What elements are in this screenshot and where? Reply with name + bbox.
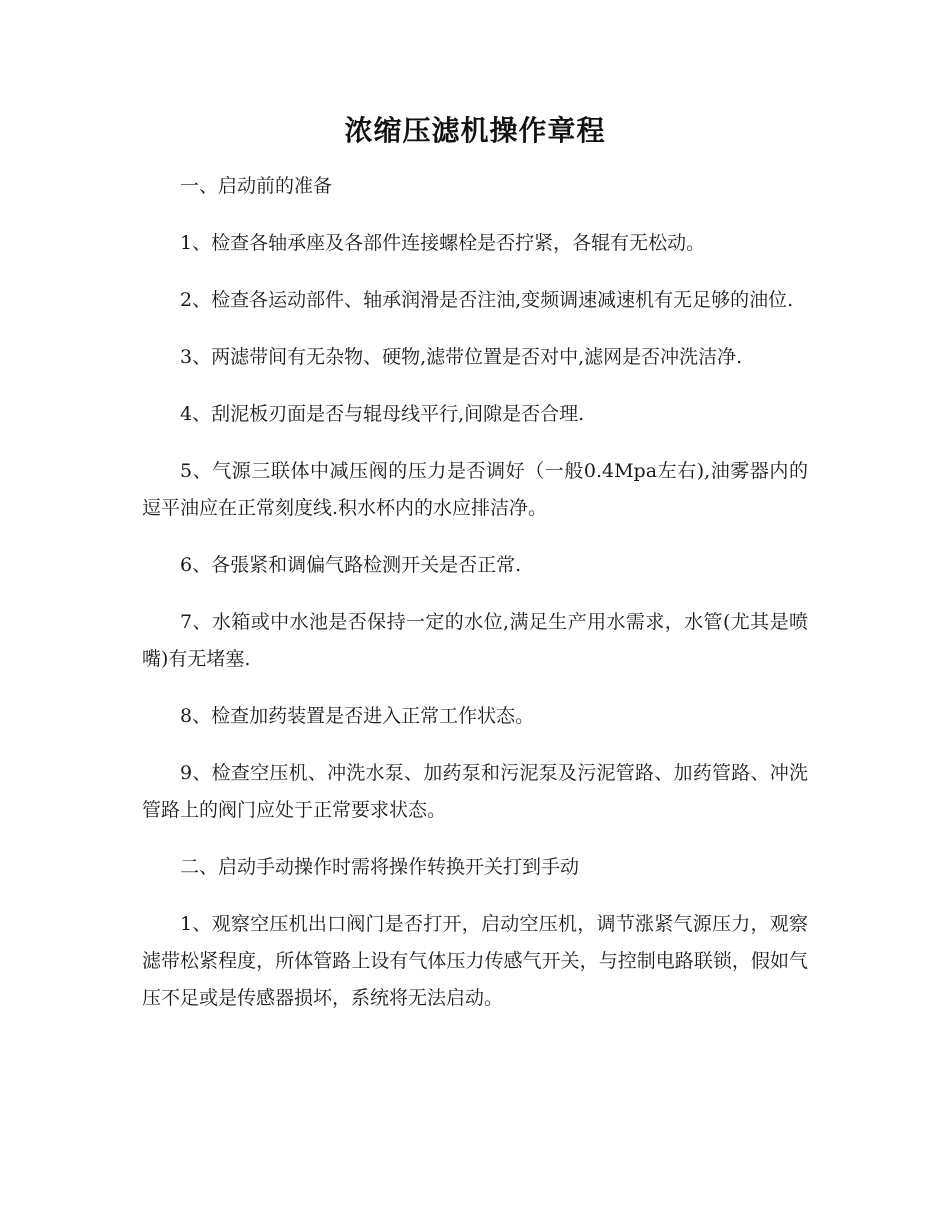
list-item: 6、各張紧和调偏气路检测开关是否正常.	[180, 554, 522, 576]
list-item: 3、两滤带间有无杂物、硬物,滤带位置是否对中,滤网是否冲洗洁净.	[180, 346, 743, 368]
page-title: 浓缩压滤机操作章程	[344, 114, 606, 147]
list-item: 7、水箱或中水池是否保持一定的水位,满足生产用水需求，水管(尤其是喷嘴)有无堵塞.	[142, 611, 808, 670]
section-heading-manual-operation: 二、启动手动操作时需将操作转换开关打到手动	[180, 856, 580, 878]
list-item: 8、检查加药装置是否进入正常工作状态。	[180, 705, 535, 727]
list-item: 5、气源三联体中减压阀的压力是否调好（一般0.4Mpa左右),油雾器内的逗平油应在正常刻度线.积水杯内的水应排洁净。	[142, 460, 808, 519]
list-item: 4、刮泥板刃面是否与辊母线平行,间隙是否合理.	[180, 403, 585, 425]
list-item: 1、检查各轴承座及各部件连接螺栓是否拧紧，各辊有无松动。	[180, 232, 706, 254]
list-item: 9、检查空压机、冲洗水泵、加药泵和污泥泵及污泥管路、加药管路、冲洗管路上的阀门应处于正常要求状态。	[142, 762, 808, 821]
list-item: 2、检查各运动部件、轴承润滑是否注油,变频调速减速机有无足够的油位.	[180, 289, 794, 311]
document-body	[142, 108, 808, 1037]
list-item: 1、观察空压机出口阀门是否打开，启动空压机，调节涨紧气源压力，观察滤带松紧程度，所体管路上设有气体压力传感气开关，与控制电路联锁，假如气压不足或是传感器损坏，系统将无法启动。	[142, 913, 808, 1009]
section-heading-preparation: 一、启动前的准备	[180, 175, 333, 197]
